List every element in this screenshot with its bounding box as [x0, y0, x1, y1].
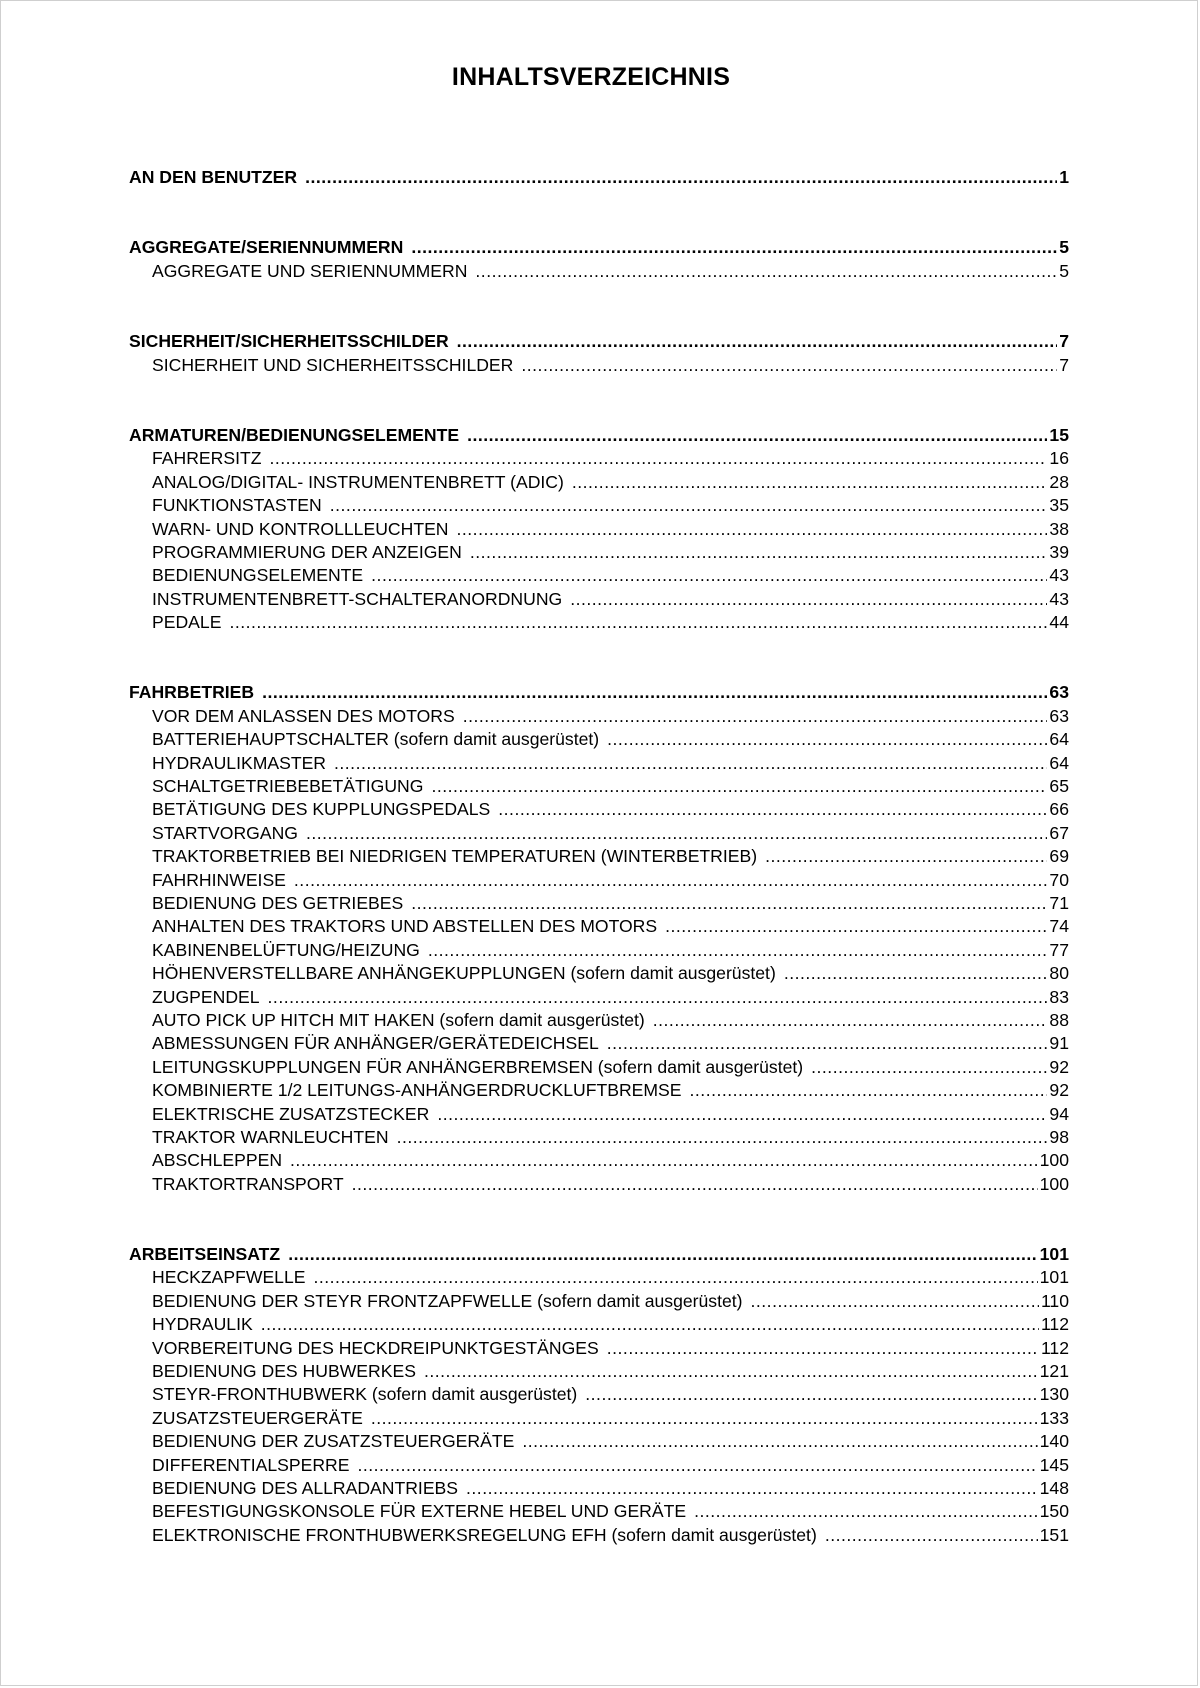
dot-leader	[811, 1056, 1047, 1079]
toc-entry-label: AGGREGATE UND SERIENNUMMERN	[152, 260, 468, 281]
toc-page-number: 88	[1049, 1009, 1069, 1030]
toc-chapter-heading[interactable]	[129, 330, 1069, 353]
dot-leader	[269, 447, 1047, 470]
toc-entry-label: HECKZAPFWELLE	[152, 1267, 306, 1288]
toc-page-number: 65	[1049, 776, 1069, 797]
toc-entry-label: AN DEN BENUTZER	[129, 167, 298, 187]
toc-entry[interactable]	[129, 1500, 1069, 1523]
toc-entry-label: HYDRAULIK	[152, 1314, 253, 1335]
dot-leader	[352, 1173, 1038, 1196]
toc-page-number: 101	[1039, 1267, 1069, 1288]
dot-leader	[498, 798, 1047, 821]
dot-leader	[357, 1454, 1037, 1477]
toc-entry-label: FAHRHINWEISE	[152, 869, 286, 890]
toc-entry-label: BETÄTIGUNG DES KUPPLUNGSPEDALS	[152, 799, 491, 820]
toc-chapter-heading[interactable]	[129, 1243, 1069, 1266]
toc-page-number: 66	[1049, 799, 1069, 820]
dot-leader	[411, 892, 1047, 915]
toc-entry[interactable]	[129, 611, 1069, 634]
toc-page-number: 112	[1040, 1314, 1069, 1335]
toc-page-number: 112	[1040, 1337, 1069, 1358]
toc-entry-label: KABINENBELÜFTUNG/HEIZUNG	[152, 939, 420, 960]
toc-section	[129, 1243, 1069, 1547]
toc-entry-label: HÖHENVERSTELLBARE ANHÄNGEKUPPLUNGEN (sofern damit ausgerüstet)	[152, 963, 776, 984]
dot-leader	[467, 424, 1047, 447]
toc-entry-label: FAHRBETRIEB	[129, 682, 255, 703]
toc-entry[interactable]	[129, 1313, 1069, 1336]
toc-page-number: 130	[1039, 1384, 1069, 1405]
toc-page-number: 69	[1049, 846, 1069, 867]
toc-entry-label: INSTRUMENTENBRETT-SCHALTERANORDNUNG	[152, 588, 563, 609]
toc-entry[interactable]	[129, 541, 1069, 564]
toc-page-number: 7	[1059, 354, 1069, 375]
toc-entry[interactable]	[129, 1266, 1069, 1289]
toc-entry[interactable]	[129, 471, 1069, 494]
dot-leader	[262, 681, 1047, 704]
dot-leader	[522, 1430, 1037, 1453]
toc-entry[interactable]	[129, 1149, 1069, 1172]
dot-leader	[290, 1149, 1038, 1172]
dot-leader	[268, 986, 1048, 1009]
toc-entry-label: BEDIENUNG DES GETRIEBES	[152, 892, 404, 913]
dot-leader	[457, 518, 1048, 541]
toc-entry-label: KOMBINIERTE 1/2 LEITUNGS-ANHÄNGERDRUCKLUFTBREMSE	[152, 1080, 682, 1101]
dot-leader	[694, 1500, 1038, 1523]
dot-leader	[397, 1126, 1048, 1149]
dot-leader	[334, 752, 1047, 775]
dot-leader	[607, 1337, 1039, 1360]
dot-leader	[570, 588, 1047, 611]
toc-page-number: 15	[1049, 424, 1069, 445]
toc-page-number: 5	[1059, 260, 1069, 281]
toc-page-number: 64	[1049, 752, 1069, 773]
toc-page-number: 148	[1039, 1477, 1069, 1498]
toc-entry-label: BEFESTIGUNGSKONSOLE FÜR EXTERNE HEBEL UND GERÄTE	[152, 1501, 687, 1522]
toc-page-number: 64	[1049, 729, 1069, 750]
dot-leader	[607, 1032, 1048, 1055]
toc-entry[interactable]	[129, 1290, 1069, 1313]
toc-chapter-heading[interactable]	[129, 681, 1069, 704]
dot-leader	[288, 1243, 1037, 1266]
toc-entry[interactable]	[129, 1383, 1069, 1406]
toc-page-number: 101	[1039, 1244, 1069, 1265]
toc-page-number: 80	[1049, 963, 1069, 984]
dot-leader	[521, 354, 1057, 377]
dot-leader	[825, 1524, 1038, 1547]
toc-entry-label: BEDIENUNG DER STEYR FRONTZAPFWELLE (sofern damit ausgerüstet)	[152, 1290, 743, 1311]
toc-page-number: 35	[1049, 495, 1069, 516]
toc-page-number: 71	[1049, 892, 1069, 913]
toc-entry-label: BEDIENUNGSELEMENTE	[152, 565, 364, 586]
toc-entry-label: STARTVORGANG	[152, 822, 298, 843]
toc-page-number: 133	[1039, 1407, 1069, 1428]
toc-section	[129, 681, 1069, 1196]
toc-page-number: 1	[1059, 167, 1069, 187]
toc-entry-label: ZUGPENDEL	[152, 986, 260, 1007]
toc-entry-label: STEYR-FRONTHUBWERK (sofern damit ausgerüstet)	[152, 1384, 578, 1405]
toc-page-number: 100	[1039, 1173, 1069, 1194]
dot-leader	[463, 705, 1048, 728]
toc-entry-label: ABSCHLEPPEN	[152, 1150, 283, 1171]
toc-entry[interactable]	[129, 962, 1069, 985]
toc-page-number: 92	[1049, 1080, 1069, 1101]
toc-page-number: 5	[1059, 237, 1069, 258]
toc-page-number: 98	[1049, 1126, 1069, 1147]
dot-leader	[314, 1266, 1038, 1289]
toc-page-number: 43	[1049, 565, 1069, 586]
dot-leader	[371, 564, 1047, 587]
dot-leader	[330, 494, 1048, 517]
toc-entry[interactable]	[129, 1360, 1069, 1383]
dot-leader	[665, 915, 1047, 938]
toc-entry-label: BEDIENUNG DES HUBWERKES	[152, 1361, 416, 1382]
dot-leader	[585, 1383, 1037, 1406]
toc-page-number: 28	[1049, 471, 1069, 492]
dot-leader	[466, 1477, 1038, 1500]
toc-entry-label: BEDIENUNG DER ZUSATZSTEUERGERÄTE	[152, 1431, 515, 1452]
dot-leader	[411, 236, 1057, 259]
toc-entry-label: SICHERHEIT/SICHERHEITSSCHILDER	[129, 331, 449, 352]
dot-leader	[765, 845, 1047, 868]
toc-entry[interactable]	[129, 564, 1069, 587]
toc-entry-label: ELEKTRONISCHE FRONTHUBWERKSREGELUNG EFH (sofern damit ausgerüstet)	[152, 1524, 817, 1545]
toc-entry-label: ELEKTRISCHE ZUSATZSTECKER	[152, 1103, 430, 1124]
toc-entry-label: AUTO PICK UP HITCH MIT HAKEN (sofern damit ausgerüstet)	[152, 1009, 645, 1030]
toc-entry-label: AGGREGATE/SERIENNUMMERN	[129, 237, 404, 258]
dot-leader	[305, 166, 1057, 189]
toc-entry-label: ANHALTEN DES TRAKTORS UND ABSTELLEN DES MOTORS	[152, 916, 658, 937]
toc-section	[129, 236, 1069, 283]
toc-entry[interactable]	[129, 1103, 1069, 1126]
dot-leader	[371, 1407, 1038, 1430]
toc-page-number: 38	[1049, 518, 1069, 539]
toc-page-number: 150	[1039, 1501, 1069, 1522]
toc-entry-label: ARBEITSEINSATZ	[129, 1244, 281, 1265]
toc-entry[interactable]	[129, 494, 1069, 517]
dot-leader	[428, 939, 1048, 962]
toc-entry-label: ABMESSUNGEN FÜR ANHÄNGER/GERÄTEDEICHSEL	[152, 1033, 599, 1054]
toc-entry[interactable]	[129, 798, 1069, 821]
dot-leader	[572, 471, 1048, 494]
dot-leader	[607, 728, 1047, 751]
toc-entry-label: VORBEREITUNG DES HECKDREIPUNKTGESTÄNGES	[152, 1337, 599, 1358]
page-title: INHALTSVERZEICHNIS	[451, 63, 731, 91]
toc-entry[interactable]	[129, 728, 1069, 751]
toc-page-number: 100	[1039, 1150, 1069, 1171]
toc-chapter-heading[interactable]	[129, 236, 1069, 259]
toc-entry-label: ARMATUREN/BEDIENUNGSELEMENTE	[129, 424, 460, 445]
toc-entry[interactable]	[129, 1009, 1069, 1032]
toc-entry[interactable]	[129, 752, 1069, 775]
toc-entry-label: VOR DEM ANLASSEN DES MOTORS	[152, 705, 455, 726]
toc-entry[interactable]	[129, 869, 1069, 892]
toc-entry[interactable]	[129, 1079, 1069, 1102]
toc-entry[interactable]	[129, 447, 1069, 470]
dot-leader	[784, 962, 1048, 985]
toc-entry-label: TRAKTOR WARNLEUCHTEN	[152, 1126, 389, 1147]
dot-leader	[294, 869, 1048, 892]
toc-page-number: 83	[1049, 986, 1069, 1007]
toc-entry-label: BATTERIEHAUPTSCHALTER (sofern damit ausgerüstet)	[152, 729, 600, 750]
dot-leader	[229, 611, 1047, 634]
toc-entry-label: SCHALTGETRIEBEBETÄTIGUNG	[152, 776, 424, 797]
toc-entry-label: ZUSATZSTEUERGERÄTE	[152, 1407, 363, 1428]
toc-chapter-heading[interactable]	[129, 166, 1069, 189]
toc-page-number: 74	[1049, 916, 1069, 937]
toc-page-number: 70	[1049, 869, 1069, 890]
toc-page-number: 151	[1039, 1524, 1069, 1545]
toc-entry[interactable]	[129, 1524, 1069, 1547]
dot-leader	[431, 775, 1047, 798]
toc-page-number: 63	[1049, 682, 1069, 703]
toc-entry-label: FAHRERSITZ	[152, 448, 262, 469]
toc-entry-label: DIFFERENTIALSPERRE	[152, 1454, 350, 1475]
toc-entry[interactable]	[129, 822, 1069, 845]
toc-entry[interactable]	[129, 1477, 1069, 1500]
dot-leader	[690, 1079, 1048, 1102]
toc-page-number: 16	[1049, 448, 1069, 469]
toc-page-number: 63	[1049, 705, 1069, 726]
dot-leader	[437, 1103, 1047, 1126]
toc-entry[interactable]	[129, 260, 1069, 283]
toc-section	[129, 330, 1069, 377]
dot-leader	[470, 541, 1048, 564]
toc-entry[interactable]	[129, 892, 1069, 915]
dot-leader	[424, 1360, 1038, 1383]
toc-entry-label: FUNKTIONSTASTEN	[152, 495, 322, 516]
toc-entry[interactable]	[129, 1056, 1069, 1079]
toc-entry-label: TRAKTORTRANSPORT	[152, 1173, 344, 1194]
toc-page-number: 44	[1049, 612, 1069, 633]
toc-entry[interactable]	[129, 705, 1069, 728]
toc-entry-label: PROGRAMMIERUNG DER ANZEIGEN	[152, 541, 462, 562]
toc-chapter-heading[interactable]	[129, 424, 1069, 447]
dot-leader	[653, 1009, 1048, 1032]
toc-entry[interactable]	[129, 1032, 1069, 1055]
toc-page-number: 94	[1049, 1103, 1069, 1124]
dot-leader	[306, 822, 1047, 845]
toc-entry[interactable]	[129, 775, 1069, 798]
toc-entry[interactable]	[129, 986, 1069, 1009]
toc-entry-label: HYDRAULIKMASTER	[152, 752, 327, 773]
dot-leader	[261, 1313, 1039, 1336]
toc-section	[129, 424, 1069, 635]
toc-entry[interactable]	[129, 1337, 1069, 1360]
toc-entry[interactable]	[129, 1454, 1069, 1477]
toc-entry[interactable]	[129, 518, 1069, 541]
dot-leader	[475, 260, 1057, 283]
toc-entry[interactable]	[129, 588, 1069, 611]
toc-entry-label: SICHERHEIT UND SICHERHEITSSCHILDER	[152, 354, 514, 375]
toc-page-number: 43	[1049, 588, 1069, 609]
toc-page-number: 92	[1049, 1056, 1069, 1077]
toc-entry[interactable]	[129, 939, 1069, 962]
dot-leader	[751, 1290, 1039, 1313]
toc-page-number: 145	[1039, 1454, 1069, 1475]
toc-section	[129, 166, 1069, 189]
toc-page-number: 77	[1049, 939, 1069, 960]
toc-entry[interactable]	[129, 1173, 1069, 1196]
toc-entry[interactable]	[129, 1126, 1069, 1149]
toc-page-number: 110	[1040, 1290, 1069, 1311]
toc-entry[interactable]	[129, 1430, 1069, 1453]
dot-leader	[457, 330, 1058, 353]
toc-page-number: 121	[1039, 1361, 1069, 1382]
toc-entry-label: LEITUNGSKUPPLUNGEN FÜR ANHÄNGERBREMSEN (sofern damit ausgerüstet)	[152, 1056, 804, 1077]
toc-entry-label: TRAKTORBETRIEB BEI NIEDRIGEN TEMPERATUREN (WINTERBETRIEB)	[152, 846, 758, 867]
toc-entry[interactable]	[129, 1407, 1069, 1430]
toc-entry-label: WARN- UND KONTROLLLEUCHTEN	[152, 518, 449, 539]
toc-page-number: 39	[1049, 541, 1069, 562]
toc-page-number: 91	[1049, 1033, 1069, 1054]
toc-page-number: 67	[1049, 822, 1069, 843]
toc-entry-label: ANALOG/DIGITAL- INSTRUMENTENBRETT (ADIC)	[152, 471, 564, 492]
toc-entry[interactable]	[129, 354, 1069, 377]
toc-page-number: 140	[1039, 1431, 1069, 1452]
toc-entry[interactable]	[129, 915, 1069, 938]
table-of-contents	[129, 166, 1069, 1547]
toc-page-number: 7	[1059, 331, 1069, 352]
toc-entry-label: PEDALE	[152, 612, 222, 633]
toc-entry[interactable]	[129, 845, 1069, 868]
toc-entry-label: BEDIENUNG DES ALLRADANTRIEBS	[152, 1477, 459, 1498]
